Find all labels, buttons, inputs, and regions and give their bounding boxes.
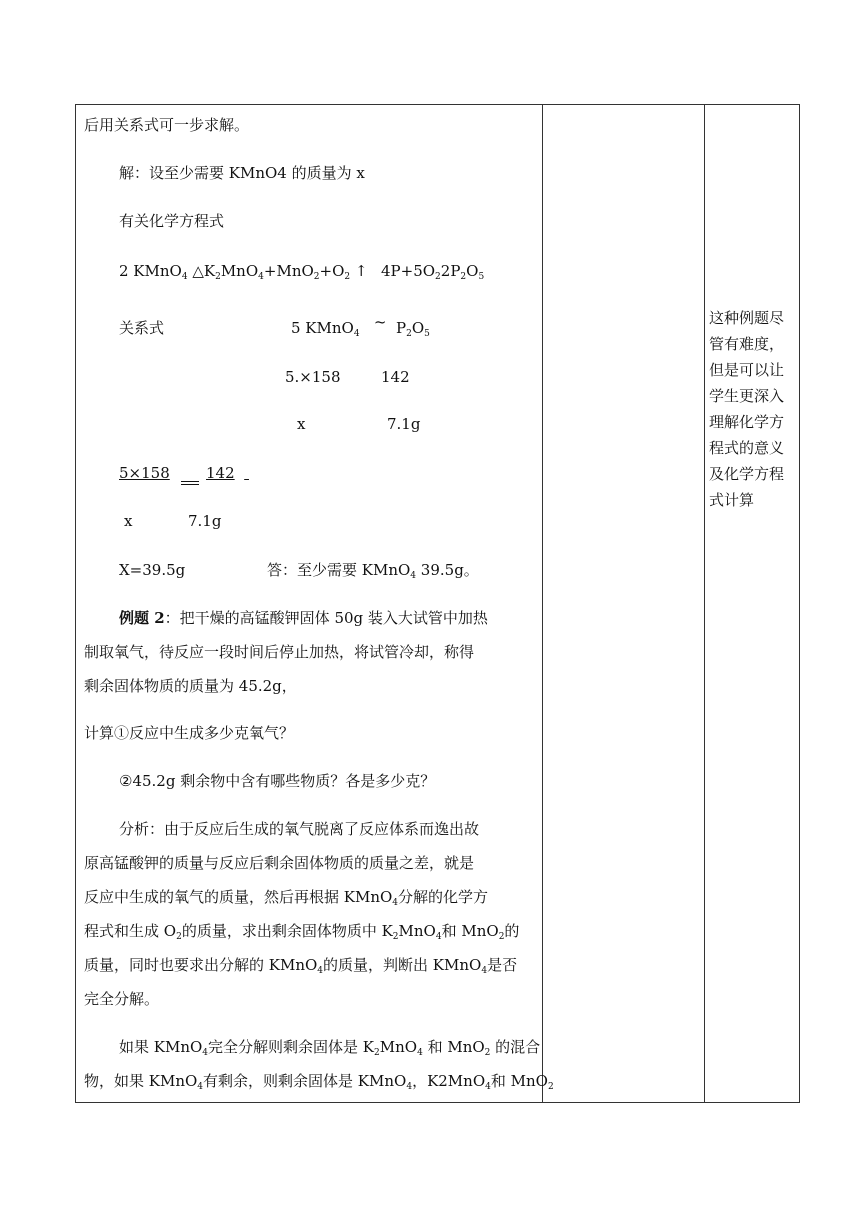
teaching-note: 这种例题尽管有难度，但是可以让学生更深入理解化学方程式的意义及化学方程式计算: [709, 309, 785, 509]
relation-formula: 5 KMnO$_4$ ~ $P_2O_5$: [291, 313, 430, 339]
lesson-table: [75, 104, 800, 1103]
condition-line-2: 物，如果 KMnO$_4$有剩余，则剩余固体是 KMnO$_4$，K2MnO$_4$和 MnO$_2$: [84, 1072, 554, 1092]
fraction-denominator-left: x: [124, 512, 133, 530]
solution-line: 解：设至少需要 KMnO4 的质量为 x: [119, 164, 365, 182]
analysis-line-1: 分析：由于反应后生成的氧气脱离了反应体系而逸出故: [119, 820, 480, 838]
fraction-numerator-right: 142: [206, 464, 235, 482]
mass-ratio-right: 142: [381, 368, 410, 386]
fraction-denominator-right: 7.1g: [188, 512, 222, 530]
content-column: [76, 105, 554, 1102]
analysis-line-2: 原高锰酸钾的质量与反应后剩余固体物质的质量之差，就是: [84, 854, 475, 872]
analysis-line-3: 反应中生成的氧气的质量，然后再根据 KMnO$_4$分解的化学方: [84, 888, 489, 908]
text-line: 有关化学方程式: [119, 212, 225, 230]
condition-line-1: 如果 KMnO$_4$完全分解则剩余固体是 $K_2MnO_4$ 和 MnO$_2$ 的混合: [119, 1038, 541, 1058]
fraction-numerator-left: 5×158: [119, 464, 170, 482]
answer-text: 答：至少需要 KMnO$_4$ 39.5g。: [267, 561, 479, 581]
answer-x: X=39.5g: [119, 561, 186, 579]
example-2-line-2: 制取氧气，待反应一段时间后停止加热，将试管冷却，称得: [84, 643, 475, 661]
analysis-line-6: 完全分解。: [84, 990, 160, 1008]
calc-question-2: ②45.2g 剩余物中含有哪些物质？各是多少克？: [119, 772, 436, 790]
calc-question-1: 计算①反应中生成多少克氧气？: [84, 724, 295, 742]
unknown-left: x: [297, 415, 306, 433]
column-divider-1: [542, 105, 543, 1102]
text-line: 后用关系式可一步求解。: [84, 116, 250, 134]
equals-sign-top: [181, 481, 199, 482]
equals-sign-bottom: [181, 484, 199, 485]
known-right: 7.1g: [387, 415, 421, 433]
analysis-line-4: 程式和生成 $O_2$的质量，求出剩余固体物质中 $K_2MnO_4$和 MnO$_2$的: [84, 922, 520, 942]
example-2-line-1: 例题 2：把干燥的高锰酸钾固体 50g 装入大试管中加热: [119, 609, 488, 627]
example-2-line-3: 剩余固体物质的质量为 45.2g，: [84, 677, 297, 695]
column-divider-2: [704, 105, 705, 1102]
equation-2: $4P+5O_22P_2O_5$: [381, 262, 485, 282]
relation-label: 关系式: [119, 319, 165, 337]
equation-1: 2 KMnO$_4$ $\triangle K_2MnO_4+MnO_2+O_2$ ↑: [119, 262, 368, 282]
mass-ratio-left: 5.×158: [285, 368, 341, 386]
analysis-line-5: 质量，同时也要求出分解的 KMnO$_4$的质量，判断出 KMnO$_4$是否: [84, 956, 518, 976]
